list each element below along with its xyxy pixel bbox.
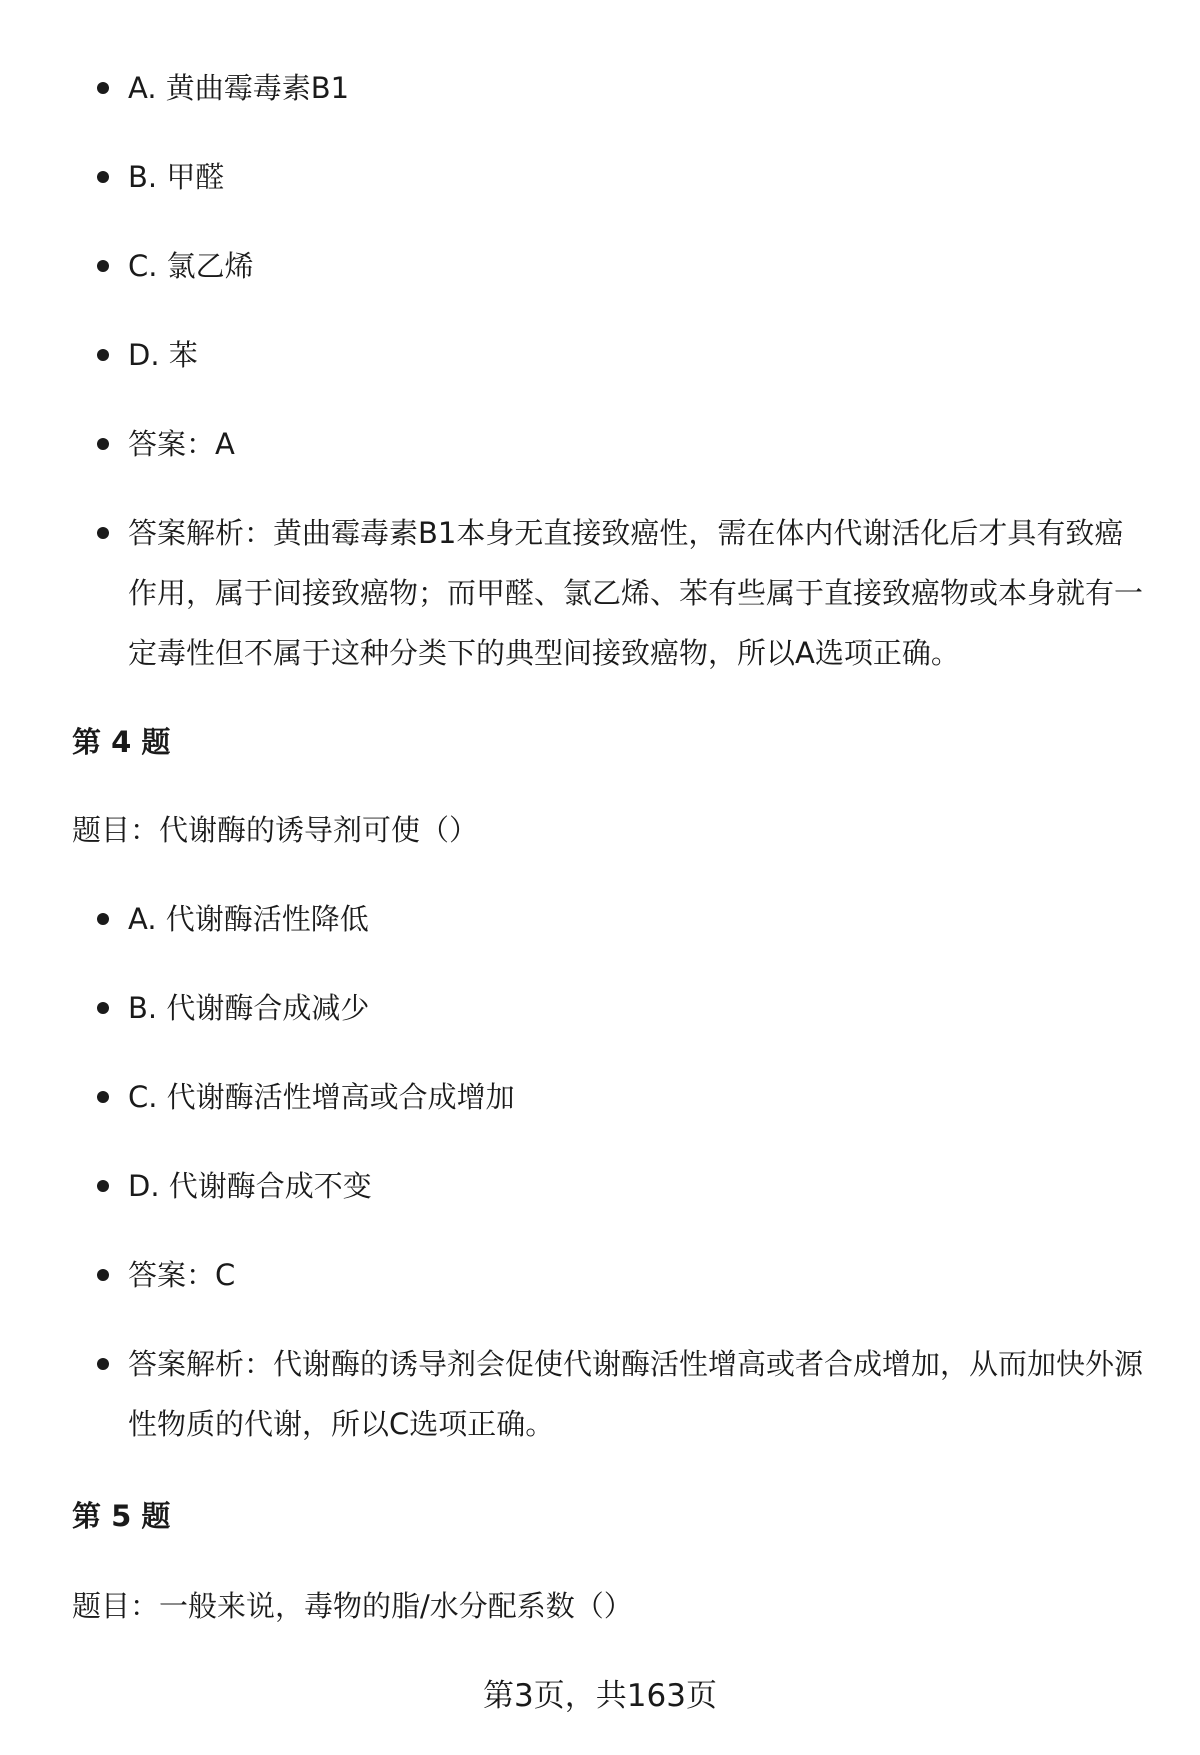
q4-heading: 第 4 题 bbox=[72, 725, 171, 759]
q4-option-d: D. 代谢酶合成不变 bbox=[128, 1169, 372, 1203]
q3-option-c: C. 氯乙烯 bbox=[128, 249, 254, 283]
q4-option-c: C. 代谢酶活性增高或合成增加 bbox=[128, 1080, 515, 1114]
page-footer: 第3页，共163页 bbox=[483, 1678, 717, 1714]
q3-option-b: B. 甲醛 bbox=[128, 160, 225, 194]
bullet-icon bbox=[97, 171, 109, 183]
bullet-icon bbox=[97, 1269, 109, 1281]
q3-option-d: D. 苯 bbox=[128, 338, 198, 372]
bullet-icon bbox=[97, 1002, 109, 1014]
q3-option-a: A. 黄曲霉毒素B1 bbox=[128, 71, 350, 105]
bullet-icon bbox=[97, 260, 109, 272]
bullet-icon bbox=[97, 527, 109, 539]
q4-stem: 题目：代谢酶的诱导剂可使（） bbox=[72, 813, 479, 847]
q4-option-a: A. 代谢酶活性降低 bbox=[128, 902, 369, 936]
q4-analysis: 答案解析：代谢酶的诱导剂会促使代谢酶活性增高或者合成增加，从而加快外源性物质的代谢，所以C选项正确。 bbox=[128, 1347, 1144, 1441]
q4-answer: 答案：C bbox=[128, 1258, 236, 1292]
bullet-icon bbox=[97, 349, 109, 361]
q5-heading: 第 5 题 bbox=[72, 1499, 171, 1533]
bullet-icon bbox=[97, 913, 109, 925]
bullet-icon bbox=[97, 438, 109, 450]
bullet-icon bbox=[97, 82, 109, 94]
bullet-icon bbox=[97, 1180, 109, 1192]
bullet-icon bbox=[97, 1091, 109, 1103]
bullet-icon bbox=[97, 1358, 109, 1370]
q5-stem: 题目：一般来说，毒物的脂/水分配系数（） bbox=[72, 1589, 633, 1623]
q4-option-b: B. 代谢酶合成减少 bbox=[128, 991, 370, 1025]
q3-analysis: 答案解析：黄曲霉毒素B1本身无直接致癌性，需在体内代谢活化后才具有致癌作用，属于间接致癌物；而甲醛、氯乙烯、苯有些属于直接致癌物或本身就有一定毒性但不属于这种分类下的典型间接致癌物，所以A选项正确。 bbox=[128, 516, 1144, 670]
q3-answer: 答案：A bbox=[128, 427, 235, 461]
